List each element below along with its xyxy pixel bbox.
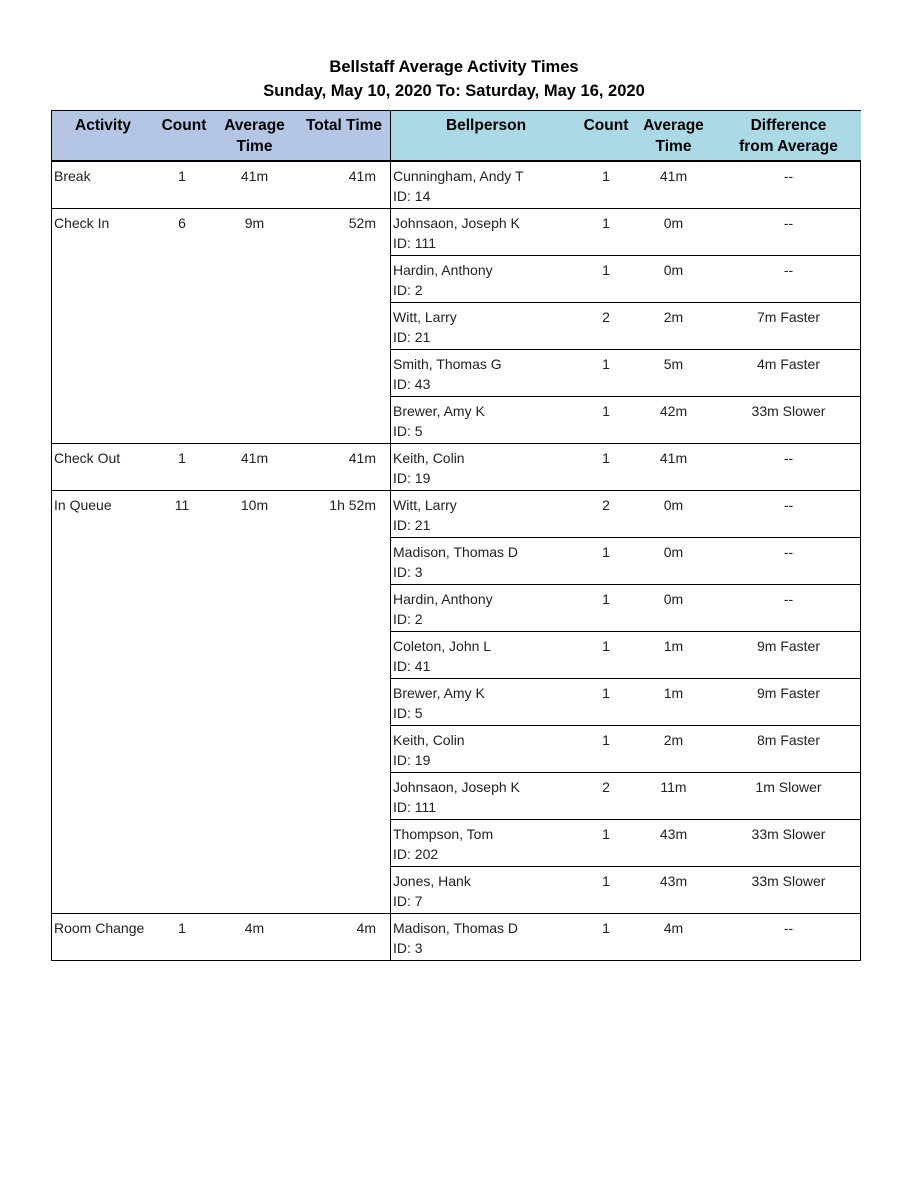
bellperson-count: 2 xyxy=(602,309,610,325)
difference-from-average: 7m Faster xyxy=(756,309,820,325)
difference-from-average: 33m Slower xyxy=(751,826,826,842)
activity-group xyxy=(51,444,861,491)
activity-groups xyxy=(51,162,861,961)
activity-summary xyxy=(52,209,391,443)
header-activity: Activity xyxy=(75,117,131,134)
bellperson-average-time: 43m xyxy=(659,826,688,842)
activity-average-time: 4m xyxy=(244,920,265,936)
activity-count: 6 xyxy=(178,215,186,231)
header-difference-line2: from Average xyxy=(739,138,838,155)
difference-from-average: 33m Slower xyxy=(751,403,826,419)
activity-average-time: 41m xyxy=(240,168,269,184)
activity-name: Room Change xyxy=(54,920,145,936)
bellperson-average-time: 4m xyxy=(663,920,684,936)
activity-summary xyxy=(52,162,391,208)
bellperson-rows xyxy=(391,444,860,490)
table-row xyxy=(391,302,860,349)
bellperson-rows xyxy=(391,914,860,960)
bellperson-name: Cunningham, Andy T xyxy=(393,168,524,184)
activity-total-time: 1h 52m xyxy=(329,497,376,513)
bellperson-average-time: 42m xyxy=(659,403,688,419)
bellperson-id: ID: 3 xyxy=(393,940,423,956)
activity-total-time: 41m xyxy=(348,168,376,184)
bellperson-id: ID: 41 xyxy=(393,658,431,674)
bellperson-average-time: 2m xyxy=(663,732,684,748)
bellperson-count: 1 xyxy=(602,168,610,184)
activity-summary xyxy=(52,914,391,960)
table-row xyxy=(391,444,860,490)
difference-from-average: 9m Faster xyxy=(756,638,820,654)
bellperson-id: ID: 2 xyxy=(393,282,423,298)
header-bp-average-line2: Time xyxy=(655,138,692,155)
bellperson-id: ID: 111 xyxy=(393,799,437,815)
bellperson-count: 1 xyxy=(602,732,610,748)
difference-from-average: -- xyxy=(783,497,794,513)
bellperson-average-time: 11m xyxy=(660,779,687,795)
activity-name: Check In xyxy=(54,215,110,231)
bellperson-id: ID: 3 xyxy=(393,564,423,580)
bellperson-name: Thompson, Tom xyxy=(393,826,494,842)
bellperson-name: Hardin, Anthony xyxy=(393,591,493,607)
header-average-time xyxy=(217,115,292,157)
difference-from-average: -- xyxy=(783,262,794,278)
table-row xyxy=(391,537,860,584)
bellperson-count: 1 xyxy=(602,638,610,654)
bellperson-count: 1 xyxy=(602,920,610,936)
bellperson-name: Johnsaon, Joseph K xyxy=(393,215,520,231)
bellperson-id: ID: 111 xyxy=(393,235,437,251)
bellperson-average-time: 0m xyxy=(663,262,684,278)
bellperson-name: Jones, Hank xyxy=(393,873,471,889)
bellperson-average-time: 1m xyxy=(663,685,684,701)
difference-from-average: 33m Slower xyxy=(751,873,826,889)
table-row xyxy=(391,819,860,866)
header-bp-average-line1: Average xyxy=(643,117,704,134)
activity-group xyxy=(51,914,861,961)
table-row xyxy=(391,584,860,631)
bellperson-id: ID: 5 xyxy=(393,423,423,439)
bellperson-count: 1 xyxy=(602,403,610,419)
bellperson-id: ID: 5 xyxy=(393,705,423,721)
activity-name: Check Out xyxy=(54,450,121,466)
activity-header-section xyxy=(52,111,390,160)
bellperson-count: 1 xyxy=(602,262,610,278)
difference-from-average: 9m Faster xyxy=(756,685,820,701)
report-date-range: Sunday, May 10, 2020 To: Saturday, May 16, 2020 xyxy=(263,82,645,100)
difference-from-average: -- xyxy=(783,591,794,607)
bellperson-name: Witt, Larry xyxy=(393,309,457,325)
header-difference xyxy=(716,115,861,157)
bellperson-name: Brewer, Amy K xyxy=(393,403,485,419)
table-row xyxy=(391,772,860,819)
difference-from-average: -- xyxy=(783,215,794,231)
difference-from-average: -- xyxy=(783,168,794,184)
activity-total-time: 52m xyxy=(348,215,376,231)
activity-name: Break xyxy=(54,168,91,184)
table-row xyxy=(391,396,860,443)
table-row xyxy=(391,866,860,913)
table-row xyxy=(391,491,860,537)
bellperson-name: Witt, Larry xyxy=(393,497,457,513)
header-bp-average-time xyxy=(636,115,711,157)
bellperson-rows xyxy=(391,209,860,443)
activity-total-time: 41m xyxy=(348,450,376,466)
table-header xyxy=(51,110,861,162)
bellperson-average-time: 41m xyxy=(659,168,688,184)
table-row xyxy=(391,631,860,678)
header-bellperson: Bellperson xyxy=(445,117,527,134)
activity-group xyxy=(51,491,861,914)
difference-from-average: 1m Slower xyxy=(755,779,822,795)
difference-from-average: 8m Faster xyxy=(756,732,820,748)
bellperson-name: Coleton, John L xyxy=(393,638,492,654)
bellperson-count: 1 xyxy=(602,873,610,889)
bellperson-count: 1 xyxy=(602,685,610,701)
bellperson-rows xyxy=(391,162,860,208)
bellperson-rows xyxy=(391,491,860,913)
activity-group xyxy=(51,162,861,209)
bellperson-name: Smith, Thomas G xyxy=(393,356,502,372)
header-average-line1: Average xyxy=(224,117,285,134)
bellperson-average-time: 0m xyxy=(663,544,684,560)
bellperson-id: ID: 14 xyxy=(393,188,431,204)
activity-name: In Queue xyxy=(54,497,112,513)
table-row xyxy=(391,255,860,302)
activity-count: 1 xyxy=(178,920,186,936)
header-bp-count: Count xyxy=(583,117,629,134)
bellperson-count: 1 xyxy=(602,591,610,607)
bellperson-average-time: 0m xyxy=(663,591,684,607)
bellperson-id: ID: 202 xyxy=(393,846,439,862)
bellperson-count: 2 xyxy=(602,779,610,795)
table-row xyxy=(391,349,860,396)
bellperson-header-section xyxy=(390,111,861,160)
bellperson-average-time: 1m xyxy=(663,638,684,654)
table-row xyxy=(391,914,860,960)
activity-report-table xyxy=(51,110,861,961)
activity-average-time: 10m xyxy=(240,497,269,513)
header-difference-line1: Difference xyxy=(750,117,827,134)
bellperson-average-time: 41m xyxy=(659,450,688,466)
bellperson-average-time: 0m xyxy=(663,215,684,231)
activity-group xyxy=(51,209,861,444)
activity-summary xyxy=(52,444,391,490)
activity-summary xyxy=(52,491,391,913)
activity-average-time: 41m xyxy=(240,450,269,466)
bellperson-id: ID: 19 xyxy=(393,752,431,768)
activity-total-time: 4m xyxy=(356,920,376,936)
bellperson-id: ID: 19 xyxy=(393,470,431,486)
bellperson-id: ID: 2 xyxy=(393,611,423,627)
bellperson-count: 1 xyxy=(602,215,610,231)
header-count: Count xyxy=(161,117,207,134)
bellperson-id: ID: 43 xyxy=(393,376,431,392)
activity-average-time: 9m xyxy=(244,215,265,231)
table-row xyxy=(391,678,860,725)
difference-from-average: -- xyxy=(783,920,794,936)
bellperson-name: Madison, Thomas D xyxy=(393,544,519,560)
bellperson-id: ID: 7 xyxy=(393,893,423,909)
header-average-line2: Time xyxy=(236,138,273,155)
table-row xyxy=(391,209,860,255)
bellperson-count: 1 xyxy=(602,356,610,372)
table-row xyxy=(391,162,860,208)
bellperson-name: Johnsaon, Joseph K xyxy=(393,779,520,795)
difference-from-average: -- xyxy=(783,544,794,560)
table-row xyxy=(391,725,860,772)
activity-count: 11 xyxy=(174,497,190,513)
bellperson-average-time: 2m xyxy=(663,309,684,325)
report-title: Bellstaff Average Activity Times xyxy=(329,58,579,76)
activity-count: 1 xyxy=(178,168,186,184)
bellperson-count: 1 xyxy=(602,450,610,466)
difference-from-average: 4m Faster xyxy=(756,356,820,372)
bellperson-name: Hardin, Anthony xyxy=(393,262,493,278)
bellperson-average-time: 5m xyxy=(663,356,684,372)
bellperson-count: 2 xyxy=(602,497,610,513)
bellperson-id: ID: 21 xyxy=(393,517,431,533)
bellperson-count: 1 xyxy=(602,544,610,560)
bellperson-average-time: 0m xyxy=(663,497,684,513)
bellperson-id: ID: 21 xyxy=(393,329,431,345)
bellperson-count: 1 xyxy=(602,826,610,842)
bellperson-average-time: 43m xyxy=(659,873,688,889)
activity-count: 1 xyxy=(178,450,186,466)
bellperson-name: Brewer, Amy K xyxy=(393,685,485,701)
header-total-time: Total Time xyxy=(305,117,383,134)
bellperson-name: Madison, Thomas D xyxy=(393,920,519,936)
difference-from-average: -- xyxy=(783,450,794,466)
bellperson-name: Keith, Colin xyxy=(393,732,465,748)
bellperson-name: Keith, Colin xyxy=(393,450,465,466)
